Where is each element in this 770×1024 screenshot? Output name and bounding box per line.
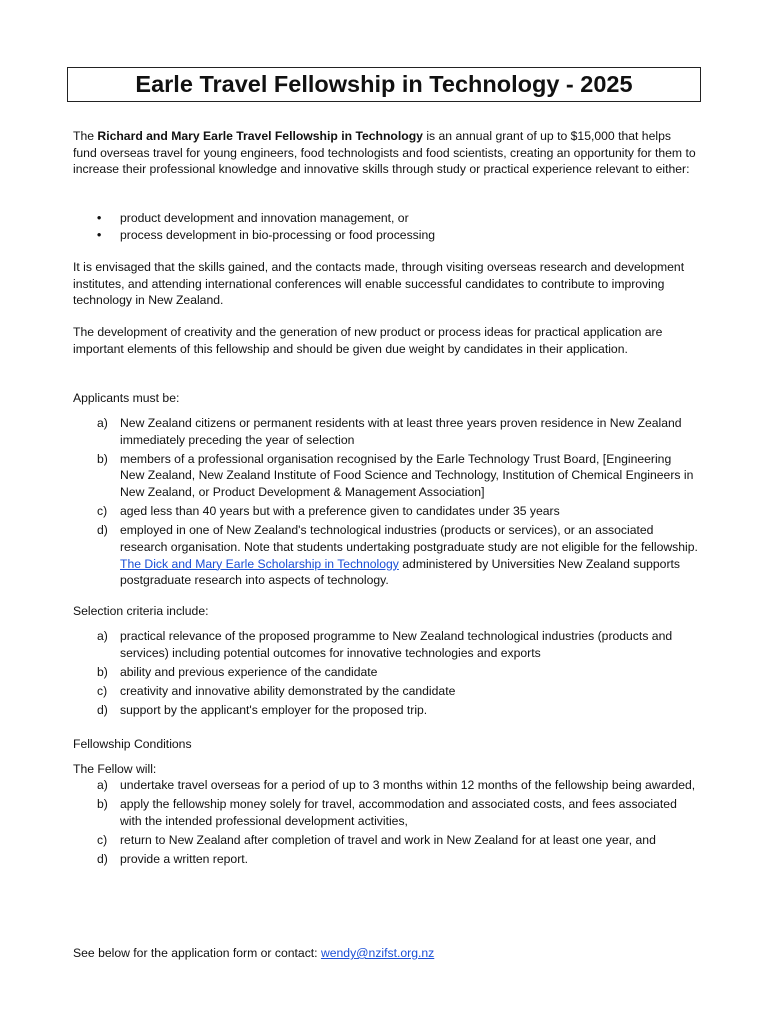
list-item: c) aged less than 40 years but with a preference given to candidates under 35 years [97,504,560,519]
conditions-list [73,777,698,870]
intro-fellowship-name: Richard and Mary Earle Travel Fellowship in Technology [97,129,423,143]
list-item: c) return to New Zealand after completion of travel and work in New Zealand for at least one year, and [97,832,656,847]
list-item: • product development and innovation management, or [97,211,409,225]
intro-pre: The [73,129,98,143]
focus-bullet-list [73,210,698,244]
bullet-icon: • [97,228,102,243]
scholarship-link[interactable]: The Dick and Mary Earle Scholarship in Technology [120,556,399,571]
bullet-icon: • [97,211,102,225]
list-item: b) ability and previous experience of the candidate [97,664,378,679]
intro-post: is an annual grant of up to $15,000 that helps fund overseas travel for young engineers, food technologists and food scientists, creating an opportunity for them to increase their professional knowledge and innovative skills through study or practical experience relevant to either: [73,129,696,177]
email-link[interactable]: wendy@nzifst.org.nz [320,946,435,960]
footer-contact: See below for the application form or contact: wendy@nzifst.org.nz [73,946,435,960]
selection-heading: Selection criteria include: [73,604,209,618]
list-item: a) New Zealand citizens or permanent residents with at least three years proven residence in New Zealand immediately preceding the year of selection [97,416,682,447]
list-item: a) undertake travel overseas for a period of up to 3 months within 12 months of the fellowship being awarded, [97,778,696,792]
applicants-heading: Applicants must be: [73,391,180,405]
list-item: b) members of a professional organisation recognised by the Earle Technology Trust Board, [Engineering New Zealand, New Zealand Institute of Food Science and Technology, Institution of Chemical Engineers in New Zealand, or Product Development & Management Association] [97,451,694,499]
list-item: a) practical relevance of the proposed programme to New Zealand technological industries (products and services) including potential outcomes for innovative technologies and exports [97,629,673,660]
list-item: d) support by the applicant's employer for the proposed trip. [97,703,428,718]
list-item: • process development in bio-processing or food processing [97,228,436,243]
page-title: Earle Travel Fellowship in Technology - 2025 [135,71,633,97]
selection-list [73,628,698,721]
conditions-subheading: The Fellow will: [73,762,157,776]
skills-paragraph: It is envisaged that the skills gained, and the contacts made, through visiting overseas research and development institutes, and attending international conferences will enable successful candidates to contribute to improving technology in New Zealand. [73,260,685,308]
applicants-list [73,415,698,591]
list-item: d) employed in one of New Zealand's technological industries (products or services), or an associated research organisation. Note that students undertaking postgraduate study are not eligible for the fellowship. The Dick and Mary Earle Scholarship in Technology administered by Universities New Zealand supports postgraduate research into aspects of technology. [97,523,698,588]
intro-paragraph [73,128,698,178]
title-box [67,67,701,102]
list-item: b) apply the fellowship money solely for travel, accommodation and associated costs, and fees associated with the intended professional development activities, [97,797,677,828]
creativity-paragraph: The development of creativity and the generation of new product or process ideas for practical application are important elements of this fellowship and should be given due weight by candidates in their application. [73,325,663,356]
conditions-heading: Fellowship Conditions [73,737,192,751]
list-item: d) provide a written report. [97,852,249,867]
list-item: c) creativity and innovative ability demonstrated by the candidate [97,683,456,698]
